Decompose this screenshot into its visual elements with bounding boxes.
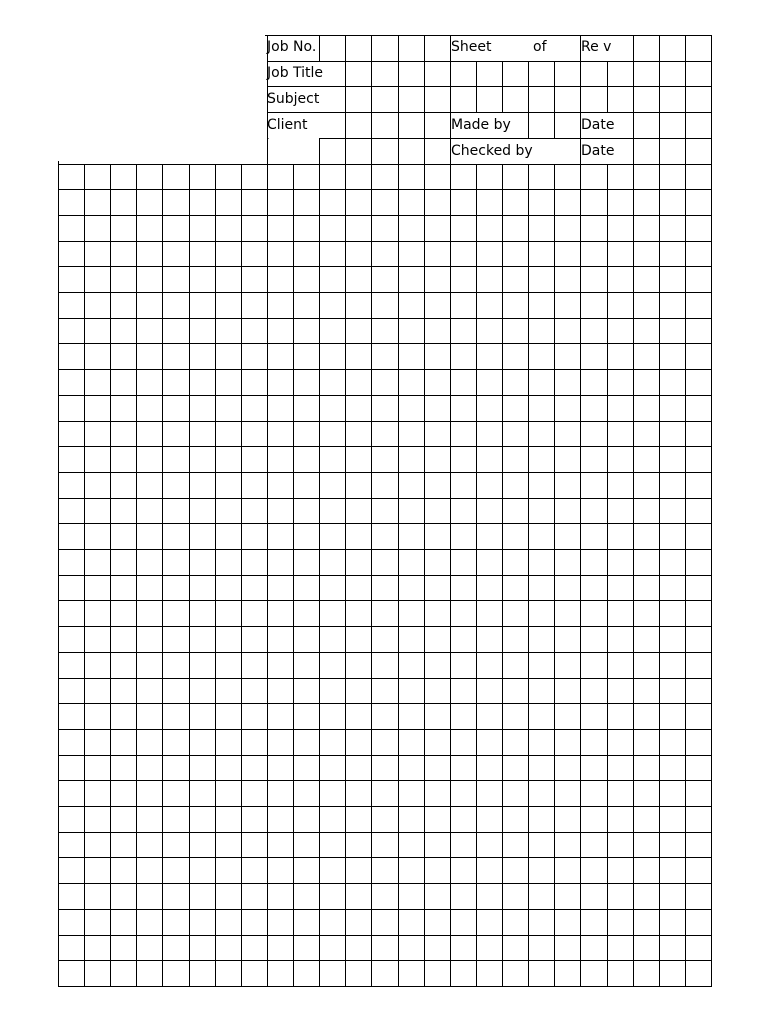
job-no-label: Job No. <box>267 39 317 55</box>
of-label: of <box>533 39 547 55</box>
date-label-made: Date <box>581 117 615 133</box>
logo-area <box>58 35 265 161</box>
sheet-border <box>59 36 712 987</box>
rev-label: Re v <box>581 39 612 55</box>
client-merge-mask <box>269 138 320 140</box>
checked-by-label: Checked by <box>451 143 533 159</box>
job-title-label: Job Title <box>267 65 324 81</box>
client-label: Client <box>267 117 308 133</box>
date-label-checked: Date <box>581 143 615 159</box>
made-by-label: Made by <box>451 117 511 133</box>
subject-label: Subject <box>267 91 320 107</box>
sheet-label: Sheet <box>451 39 492 55</box>
